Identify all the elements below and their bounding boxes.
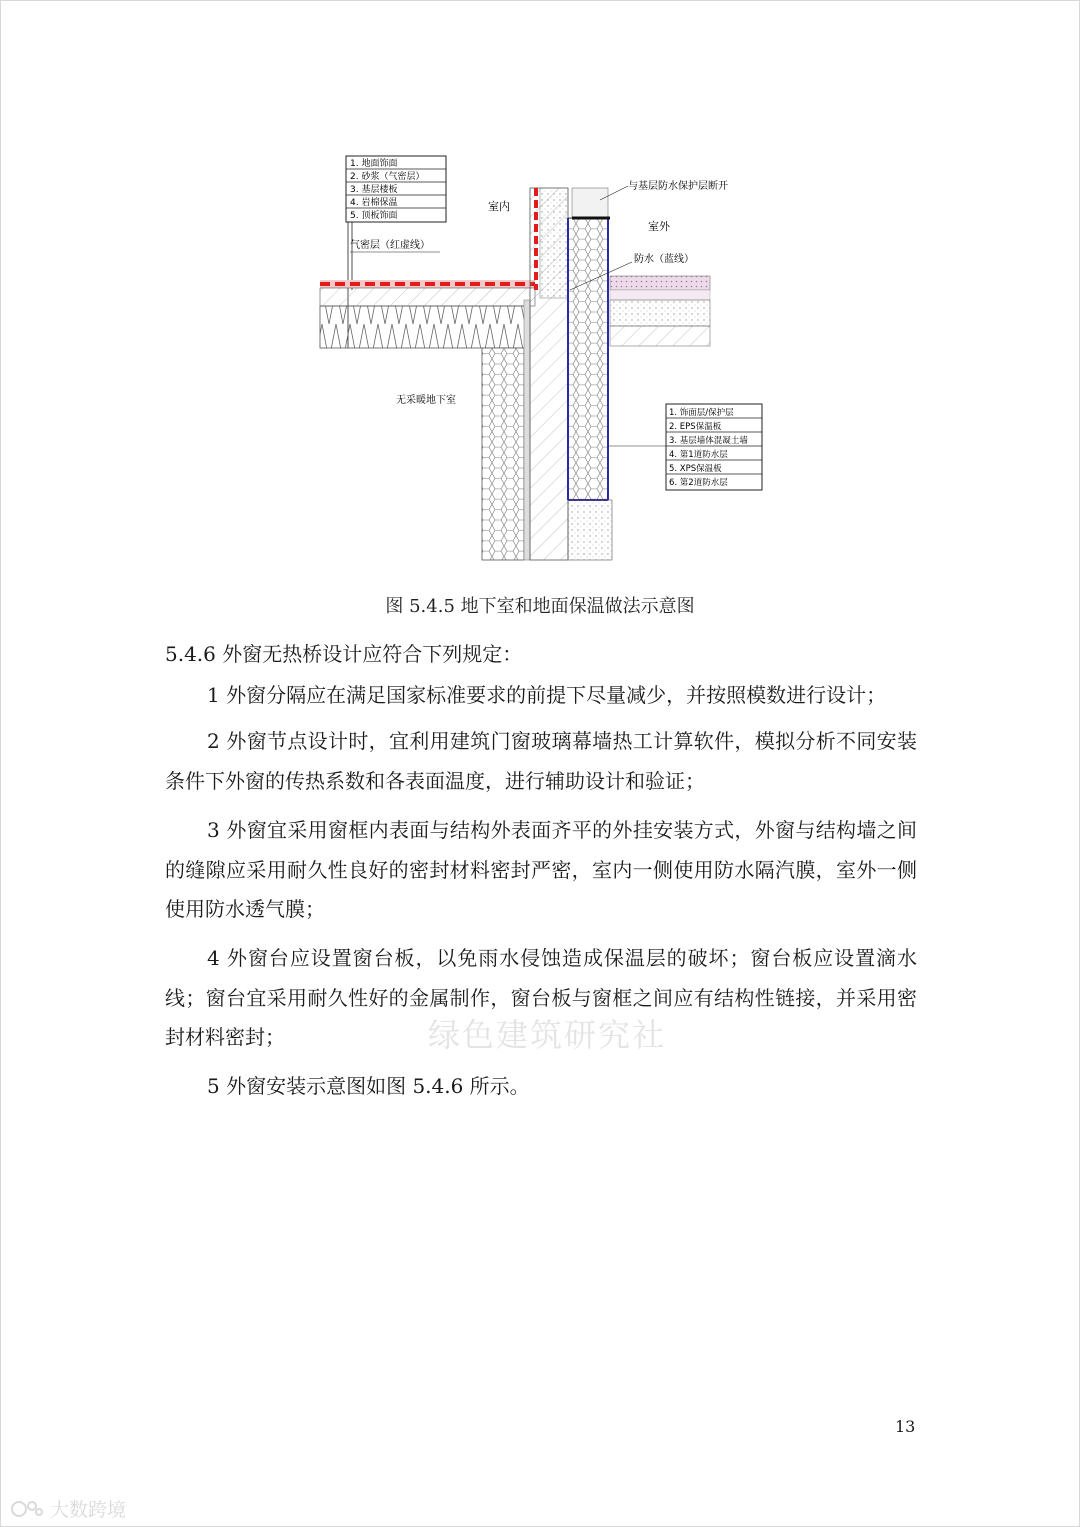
legend-top-item: 4. 岩棉保温 bbox=[350, 198, 398, 208]
label-outdoor: 室外 bbox=[648, 220, 670, 233]
exterior-ground bbox=[610, 276, 710, 346]
list-item: 3 外窗宜采用窗框内表面与结构外表面齐平的外挂安装方式，外窗与结构墙之间的缝隙应采用耐久性良好的密封材料密封严密，室内一侧使用防水隔汽膜，室外一侧使用防水透气膜； bbox=[165, 818, 917, 921]
legend-top-item: 1. 地面饰面 bbox=[350, 159, 398, 169]
legend-top-item: 5. 顶板饰面 bbox=[350, 211, 398, 221]
brand-logo-icon bbox=[10, 1498, 44, 1520]
figure-caption: 图 5.4.5 地下室和地面保温做法示意图 bbox=[385, 596, 695, 617]
list-item: 2 外窗节点设计时，宜利用建筑门窗玻璃幕墙热工计算软件，模拟分析不同安装条件下外窗的传热系数和各表面温度，进行辅助设计和验证； bbox=[165, 729, 917, 793]
list-item: 5 外窗安装示意图如图 5.4.6 所示。 bbox=[207, 1074, 530, 1098]
brand-name: 大数跨境 bbox=[50, 1499, 127, 1521]
legend-right-item: 4. 第1道防水层 bbox=[669, 450, 728, 460]
brand-watermark bbox=[10, 1495, 126, 1522]
legend-right-item: 6. 第2道防水层 bbox=[669, 478, 728, 488]
legend-right-item: 5. XPS保温板 bbox=[669, 464, 722, 474]
label-airtight-layer: 气密层（红虚线） bbox=[350, 240, 430, 251]
legend-top-item: 3. 基层楼板 bbox=[350, 185, 398, 195]
legend-right-item: 1. 饰面层/保护层 bbox=[669, 408, 734, 418]
basement-insulation-diagram bbox=[300, 150, 780, 570]
page-number: 13 bbox=[895, 1417, 916, 1436]
label-indoor: 室内 bbox=[488, 200, 510, 213]
basement-wall-insulation bbox=[482, 348, 524, 560]
legend-top-item: 2. 砂浆（气密层） bbox=[350, 172, 425, 182]
callout-waterproof: 防水（蓝线） bbox=[634, 254, 694, 265]
exterior-insulation bbox=[568, 218, 608, 500]
legend-right-item: 3. 基层墙体混凝土墙 bbox=[669, 436, 748, 446]
callout-break: 与基层防水保护层断开 bbox=[628, 181, 728, 192]
legend-right-item: 2. EPS保温板 bbox=[669, 422, 722, 432]
legend-right bbox=[608, 404, 762, 490]
list-item: 4 外窗台应设置窗台板，以免雨水侵蚀造成保温层的破坏；窗台板应设置滴水线；窗台宜采用耐久性好的金属制作，窗台板与窗框之间应有结构性链接，并采用密封材料密封； bbox=[165, 946, 917, 1049]
list-item: 1 外窗分隔应在满足国家标准要求的前提下尽量减少，并按照模数进行设计； bbox=[207, 683, 887, 707]
watermark: 绿色建筑研究社 bbox=[428, 1016, 667, 1054]
label-basement: 无采暖地下室 bbox=[396, 395, 456, 406]
floor-slab bbox=[320, 280, 535, 348]
section-heading: 5.4.6 外窗无热桥设计应符合下列规定： bbox=[165, 642, 523, 666]
